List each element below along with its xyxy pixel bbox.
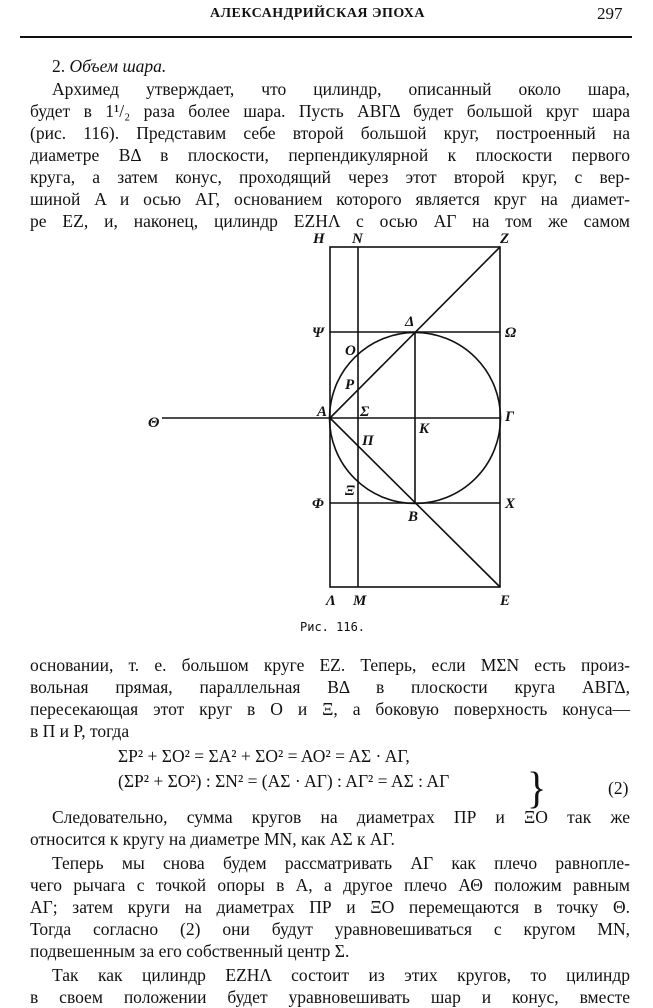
label-Delta: Δ	[405, 314, 415, 330]
text-line: пересекающая этот круг в Ο и Ξ, а боковую поверхность конуса—	[30, 699, 630, 719]
section-title: Объем шара.	[69, 56, 167, 76]
label-O: Ο	[345, 343, 356, 359]
label-Lambda: Λ	[326, 593, 337, 609]
label-B: Β	[408, 509, 419, 525]
label-Pi: Π	[362, 433, 374, 449]
label-Omega: Ω	[505, 325, 517, 341]
text-line: Теперь мы снова будем рассматривать ΑΓ как плечо равнопле-	[52, 853, 630, 873]
label-P: Ρ	[345, 377, 355, 393]
equation-line-2: (ΣΡ² + ΣΟ²) : ΣΝ² = (ΑΣ · ΑΓ) : ΑΓ² = ΑΣ : ΑΓ	[118, 771, 450, 791]
text-line: круга, а затем конус, проходящий через этот второй круг, с вер-	[30, 167, 630, 187]
label-Z: Ζ	[500, 231, 510, 247]
section-number: 2.	[52, 56, 66, 76]
label-Psi: Ψ	[312, 325, 324, 341]
text-line: (рис. 116). Представим себе второй большой круг, построенный на	[30, 123, 630, 143]
label-Theta: Θ	[148, 415, 160, 431]
label-M: Μ	[353, 593, 367, 609]
figure-caption: Рис. 116.	[300, 620, 366, 634]
text-line: ΑΓ; затем круги на диаметрах ΠΡ и ΞΟ перемещаются в точку Θ.	[30, 897, 630, 917]
text-line: основании, т. е. большом круге ΕΖ. Теперь, если ΜΣΝ есть произ-	[30, 655, 630, 675]
text-line: диаметре ΒΔ в плоскости, перпендикулярной к плоскости первого	[30, 145, 630, 165]
text-line: Так как цилиндр ΕΖΗΛ состоит из этих кругов, то цилиндр	[52, 965, 630, 985]
text-line: ре ΕΖ, и, наконец, цилиндр ΕΖΗΛ с осью ΑΓ на том же самом	[30, 211, 630, 231]
label-N: N	[352, 231, 363, 247]
text-line: чего рычага с точкой опоры в Α, а другое плечо ΑΘ положим равным	[30, 875, 630, 895]
text-line: будет в 1¹/₂ раза более шара. Пусть ΑΒΓΔ будет большой круг шара	[30, 101, 630, 121]
label-Phi: Φ	[312, 496, 324, 512]
running-header: АЛЕКСАНДРИЙСКАЯ ЭПОХА	[210, 6, 425, 21]
text-line: Тогда согласно (2) они будут уравновешиваться с кругом ΜΝ,	[30, 919, 630, 939]
text-line: в Π и Ρ, тогда	[30, 721, 130, 741]
text-line: в своем положении будет уравновешивать шар и конус, вместе	[30, 987, 630, 1007]
label-K: Κ	[419, 421, 430, 437]
label-X: Χ	[505, 496, 516, 512]
label-A: Α	[317, 404, 328, 420]
text-line: вольная прямая, параллельная ΒΔ в плоскости круга ΑΒΓΔ,	[30, 677, 630, 697]
text-line: шиной Α и осью ΑΓ, основанием которого является круг на диамет-	[30, 189, 630, 209]
text-line: относится к кругу на диаметре ΜΝ, как ΑΣ к ΑΓ.	[30, 829, 395, 849]
equation-brace: }	[527, 762, 547, 813]
equation-line-1: ΣΡ² + ΣΟ² = ΣΑ² + ΣΟ² = ΑΟ² = ΑΣ · ΑΓ,	[118, 746, 410, 766]
label-H: Η	[313, 231, 325, 247]
text-line: Следовательно, сумма кругов на диаметрах ΠΡ и ΞΟ так же	[52, 807, 630, 827]
equation-number: (2)	[608, 778, 629, 798]
text-line: подвешенным за его собственный центр Σ.	[30, 941, 350, 961]
text-line: Архимед утверждает, что цилиндр, описанный около шара,	[52, 79, 630, 99]
page-number: 297	[597, 4, 623, 23]
label-Xi: Ξ	[345, 483, 355, 499]
label-Sigma: Σ	[360, 404, 370, 420]
label-E: Ε	[500, 593, 511, 609]
label-Gamma: Γ	[505, 409, 515, 425]
